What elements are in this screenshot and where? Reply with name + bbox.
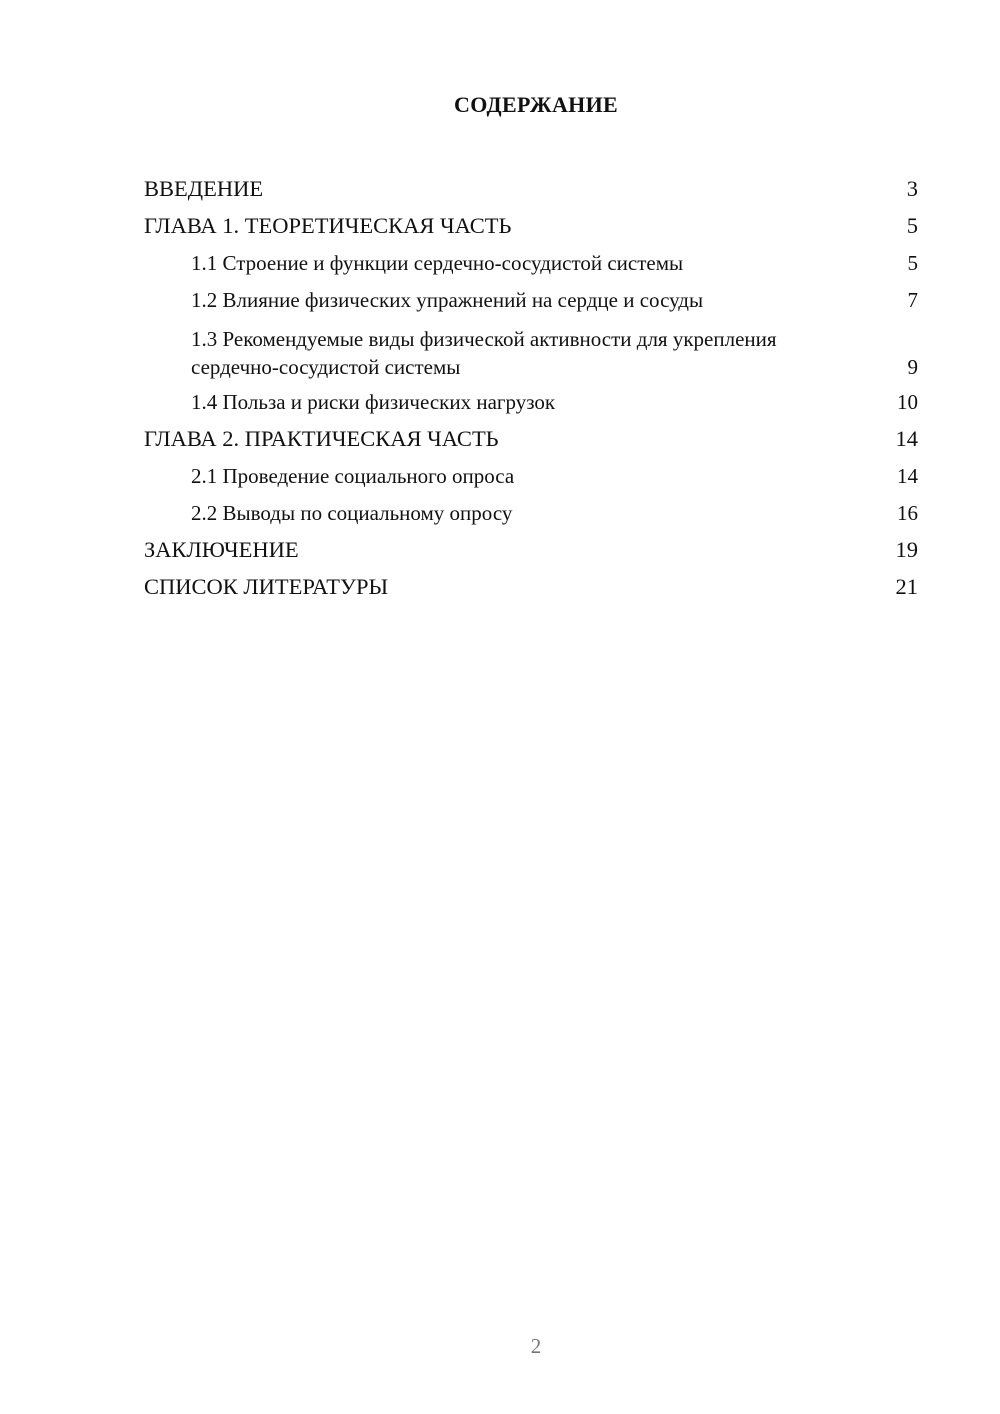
toc-entry-page-number: 19 xyxy=(895,537,918,562)
toc-entry-page-number: 16 xyxy=(897,501,918,525)
toc-entry-label: 1.4 Польза и риски физических нагрузок xyxy=(191,390,556,414)
toc-entry-conclusion[interactable] xyxy=(144,529,918,566)
toc-entry-chapter-2[interactable] xyxy=(144,418,918,455)
toc-entry-section-1-3[interactable] xyxy=(144,316,918,381)
toc-entry-label: СПИСОК ЛИТЕРАТУРЫ xyxy=(144,574,389,599)
toc-entry-page-number: 14 xyxy=(897,464,918,488)
toc-entry-label: ГЛАВА 1. ТЕОРЕТИЧЕСКАЯ ЧАСТЬ xyxy=(144,213,512,238)
toc-entry-page-number: 5 xyxy=(907,251,918,275)
toc-entry-section-1-4[interactable] xyxy=(144,381,918,418)
toc-entry-page-number: 9 xyxy=(907,355,918,379)
toc-entry-section-2-1[interactable] xyxy=(144,455,918,492)
toc-entry-page-number: 10 xyxy=(897,390,918,414)
toc-entry-chapter-1[interactable] xyxy=(144,205,918,242)
toc-entry-section-1-2[interactable] xyxy=(144,279,918,316)
page-number: 2 xyxy=(530,1334,542,1358)
toc-entry-page-number: 14 xyxy=(895,426,918,451)
page-title: СОДЕРЖАНИЕ xyxy=(454,92,618,117)
toc-entry-section-2-2[interactable] xyxy=(144,492,918,529)
toc-entry-label: 1.1 Строение и функции сердечно-сосудистой системы xyxy=(191,251,684,275)
toc-entry-label: 2.2 Выводы по социальному опросу xyxy=(191,501,513,525)
toc-entry-label: ВВЕДЕНИЕ xyxy=(144,176,264,201)
toc-entry-section-1-1[interactable] xyxy=(144,242,918,279)
toc-entry-label: 1.2 Влияние физических упражнений на сердце и сосуды xyxy=(191,288,704,312)
toc-entry-label: ГЛАВА 2. ПРАКТИЧЕСКАЯ ЧАСТЬ xyxy=(144,426,499,451)
toc-entry-label: 1.3 Рекомендуемые виды физической активности для укрепления сердечно-сосудистой системы xyxy=(191,327,777,379)
toc-entry-label: ЗАКЛЮЧЕНИЕ xyxy=(144,537,299,562)
toc-entry-introduction[interactable] xyxy=(144,168,918,205)
toc-entry-page-number: 5 xyxy=(906,213,918,238)
toc-entry-page-number: 3 xyxy=(906,176,918,201)
toc-entry-page-number: 21 xyxy=(895,574,918,599)
toc-entry-references[interactable] xyxy=(144,566,918,603)
toc-entry-label: 2.1 Проведение социального опроса xyxy=(191,464,515,488)
table-of-contents xyxy=(144,168,918,603)
toc-entry-page-number: 7 xyxy=(907,288,918,312)
